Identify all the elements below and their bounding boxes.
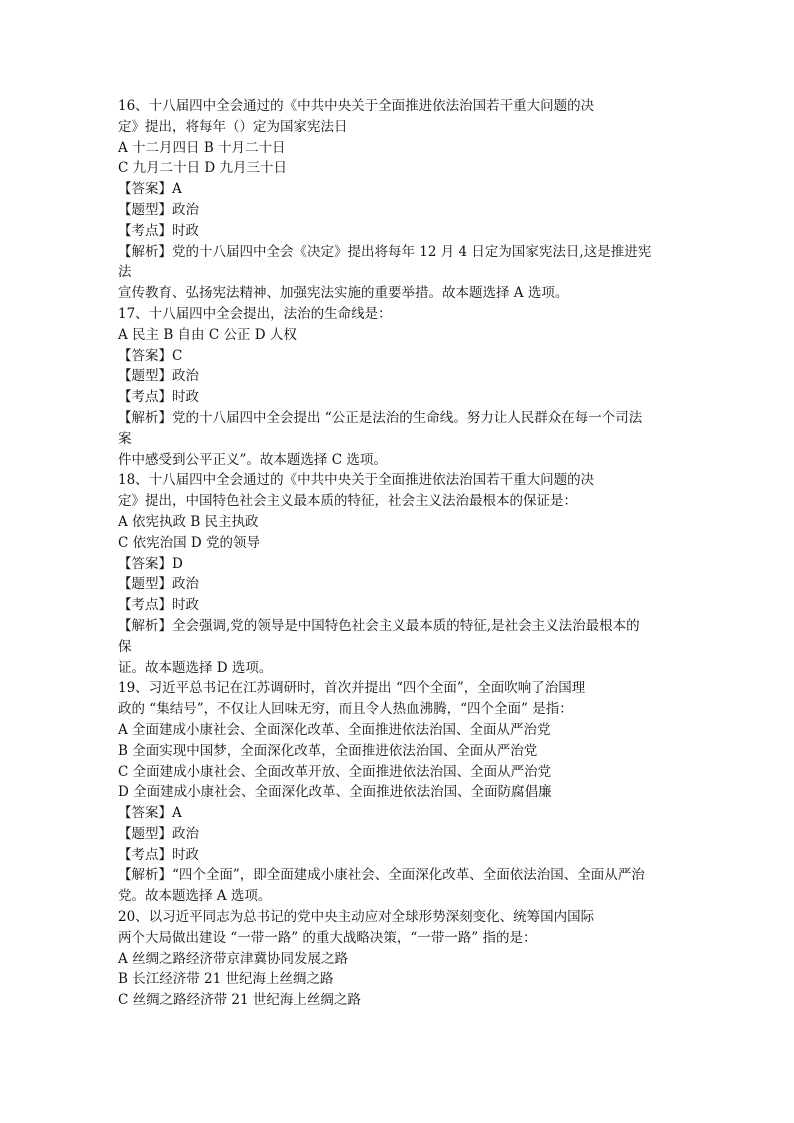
question-19-answer: 【答案】A — [118, 805, 182, 822]
question-17-answer: 【答案】C — [118, 347, 183, 364]
question-19-option-a: A 全面建成小康社会、全面深化改革、全面推进依法治国、全面从严治党 — [118, 721, 551, 738]
question-18-stem-line-1: 18、十八届四中全会通过的《中共中央关于全面推进依法治国若干重大问题的决 — [118, 472, 595, 489]
question-20-option-c: C 丝绸之路经济带 21 世纪海上丝绸之路 — [118, 992, 361, 1009]
question-16-analysis-line-3: 宣传教育、弘扬宪法精神、加强宪法实施的重要举措。故本题选择 A 选项。 — [118, 285, 569, 302]
question-16-analysis-line-1: 【解析】党的十八届四中全会《决定》提出将每年 12 月 4 日定为国家宪法日,这是推进宪 — [118, 243, 652, 260]
question-19-stem-line-2: 政的 “集结号”，不仅让人回味无穷，而且令人热血沸腾，“四个全面” 是指： — [118, 701, 573, 718]
question-19-stem-line-1: 19、习近平总书记在江苏调研时，首次并提出 “四个全面”，全面吹响了治国理 — [118, 680, 586, 697]
question-17-analysis-line-2: 案 — [118, 430, 132, 447]
question-16-topic: 【考点】时政 — [118, 222, 199, 239]
question-17-analysis-line-1: 【解析】党的十八届四中全会提出 “公正是法治的生命线。努力让人民群众在每一个司法 — [118, 409, 643, 426]
question-18-stem-line-2: 定》提出，中国特色社会主义最本质的特征，社会主义法治最根本的保证是： — [118, 493, 577, 510]
question-20-stem-line-2: 两个大局做出建设 “一带一路” 的重大战略决策，“一带一路” 指的是： — [118, 929, 537, 946]
question-18-options-line-1: A 依宪执政 B 民主执政 — [118, 513, 259, 530]
question-16-options-line-1: A 十二月四日 B 十月二十日 — [118, 139, 286, 156]
question-19-analysis-line-2: 党。故本题选择 A 选项。 — [118, 888, 272, 905]
question-16-type: 【题型】政治 — [118, 201, 199, 218]
question-18-answer: 【答案】D — [118, 555, 183, 572]
question-19-option-b: B 全面实现中国梦，全面深化改革，全面推进依法治国、全面从严治党 — [118, 742, 538, 759]
question-17-options: A 民主 B 自由 C 公正 D 人权 — [118, 326, 297, 343]
question-18-analysis-line-3: 证。故本题选择 D 选项。 — [118, 659, 273, 676]
question-19-analysis-line-1: 【解析】“四个全面”，即全面建成小康社会、全面深化改革、全面依法治国、全面从严治 — [118, 867, 645, 884]
question-17-type: 【题型】政治 — [118, 368, 199, 385]
question-16-answer: 【答案】A — [118, 181, 182, 198]
question-16-options-line-2: C 九月二十日 D 九月三十日 — [118, 160, 288, 177]
question-18-topic: 【考点】时政 — [118, 597, 199, 614]
question-19-option-d: D 全面建成小康社会、全面深化改革、全面推进依法治国、全面防腐倡廉 — [118, 784, 552, 801]
question-19-topic: 【考点】时政 — [118, 846, 199, 863]
question-19-type: 【题型】政治 — [118, 825, 199, 842]
question-18-analysis-line-2: 保 — [118, 638, 132, 655]
question-20-option-b: B 长江经济带 21 世纪海上丝绸之路 — [118, 971, 334, 988]
document-body — [118, 96, 678, 1011]
question-18-options-line-2: C 依宪治国 D 党的领导 — [118, 534, 261, 551]
question-16-stem-line-1: 16、十八届四中全会通过的《中共中央关于全面推进依法治国若干重大问题的决 — [118, 98, 595, 114]
question-17-analysis-line-3: 件中感受到公平正义”。故本题选择 C 选项。 — [118, 451, 387, 468]
question-19-option-c: C 全面建成小康社会、全面改革开放、全面推进依法治国、全面从严治党 — [118, 763, 552, 780]
question-16-analysis-line-2: 法 — [118, 264, 132, 281]
question-18-analysis-line-1: 【解析】全会强调,党的领导是中国特色社会主义最本质的特征,是社会主义法治最根本的 — [118, 617, 640, 634]
question-17-stem: 17、十八届四中全会提出，法治的生命线是： — [118, 305, 392, 322]
question-20-option-a: A 丝绸之路经济带京津冀协同发展之路 — [118, 950, 349, 967]
question-16-stem-line-2: 定》提出，将每年（）定为国家宪法日 — [118, 118, 348, 135]
question-20-stem-line-1: 20、以习近平同志为总书记的党中央主动应对全球形势深刻变化、统筹国内国际 — [118, 909, 595, 926]
question-17-topic: 【考点】时政 — [118, 389, 199, 406]
question-18-type: 【题型】政治 — [118, 576, 199, 593]
